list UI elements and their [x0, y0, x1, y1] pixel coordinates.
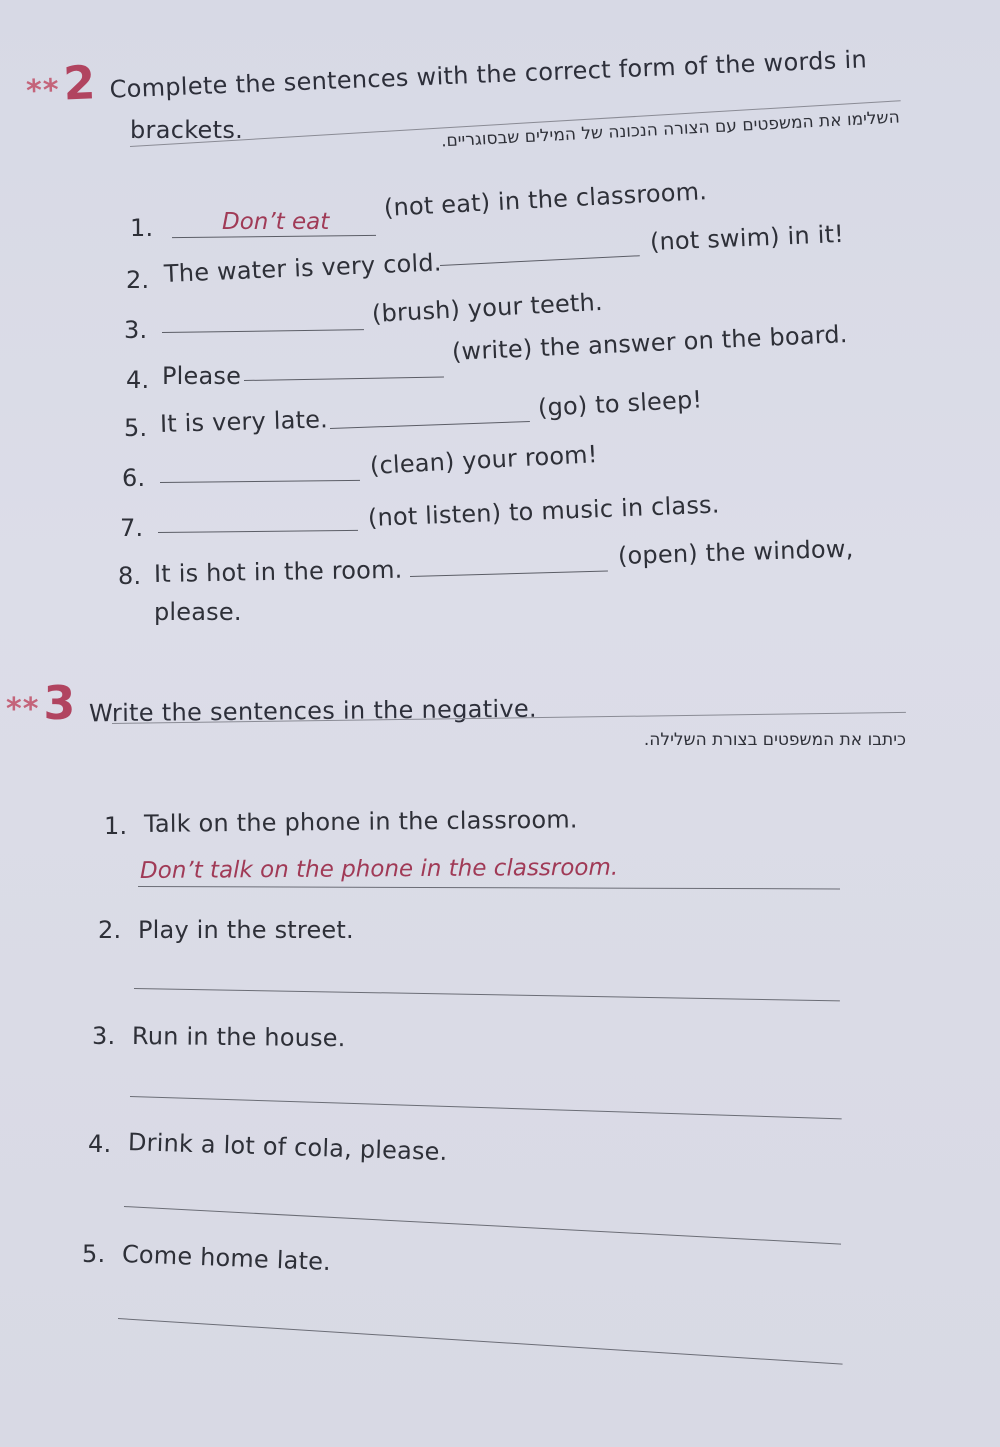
answer-line[interactable] [118, 1318, 843, 1365]
answer-blank[interactable] [158, 530, 358, 533]
item-text-continuation: please. [154, 598, 242, 626]
item-text-after: (not listen) to music in class. [367, 490, 721, 532]
item-number: 4. [126, 366, 150, 394]
exercise-number: 2 [62, 55, 97, 111]
exercise-instruction-continued: brackets. [130, 116, 244, 144]
answer-blank[interactable] [172, 235, 376, 238]
item-sentence: Talk on the phone in the classroom. [143, 805, 578, 838]
item-text-after: (open) the window, [617, 534, 854, 570]
answer-blank[interactable] [440, 255, 640, 266]
item-text-after: (brush) your teeth. [371, 287, 604, 328]
item-text-after: (write) the answer on the board. [451, 320, 849, 366]
item-number: 8. [118, 562, 142, 590]
answer-line[interactable] [134, 988, 840, 1001]
exercise-3-header [6, 676, 537, 730]
answer-blank[interactable] [162, 329, 364, 333]
item-text-after: (go) to sleep! [537, 385, 703, 422]
hebrew-instruction: כיתבו את המשפטים בצורת השלילה. [643, 730, 906, 750]
item-number: 5. [124, 414, 148, 442]
item-number: 1. [130, 214, 154, 242]
item-text-before: Please [162, 362, 242, 390]
item-sentence: Play in the street. [138, 916, 354, 944]
answer-blank[interactable] [160, 480, 360, 483]
item-sentence: Drink a lot of cola, please. [127, 1128, 448, 1167]
answer-text: Don’t talk on the phone in the classroom. [139, 854, 619, 884]
difficulty-stars: ** [25, 72, 61, 109]
exercise-2-header [25, 24, 868, 112]
item-text-after: (not eat) in the classroom. [383, 177, 708, 222]
answer-line[interactable] [124, 1206, 841, 1245]
item-number: 3. [92, 1022, 116, 1050]
item-number: 2. [98, 916, 122, 944]
answer-blank[interactable] [330, 421, 530, 429]
difficulty-stars: ** [6, 692, 40, 727]
exercise-instruction: Write the sentences in the negative. [89, 694, 538, 728]
item-number: 2. [126, 266, 150, 294]
item-number: 3. [124, 316, 148, 344]
item-number: 1. [104, 812, 128, 840]
item-number: 6. [122, 464, 146, 492]
item-text-after: (clean) your room! [369, 440, 599, 480]
item-text-before: The water is very cold. [163, 248, 443, 288]
answer-text: Don’t eat [222, 209, 330, 235]
exercise-number: 3 [43, 676, 76, 730]
answer-blank[interactable] [244, 377, 444, 381]
item-number: 5. [82, 1240, 106, 1268]
item-sentence: Come home late. [121, 1240, 332, 1277]
answer-line[interactable] [130, 1096, 842, 1119]
item-sentence: Run in the house. [131, 1022, 346, 1053]
answer-blank[interactable] [410, 570, 608, 577]
exercise-instruction: Complete the sentences with the correct form of the words in [109, 45, 868, 104]
item-text-before: It is very late. [159, 405, 329, 438]
item-number: 7. [120, 514, 144, 542]
answer-line[interactable] [138, 886, 840, 889]
item-text-after: (not swim) in it! [649, 219, 845, 256]
item-text-before: It is hot in the room. [153, 555, 403, 588]
hebrew-instruction: השלימו את המשפטים עם הצורה הנכונה של המילים שבסוגריים. [440, 107, 901, 152]
item-number: 4. [88, 1130, 112, 1158]
